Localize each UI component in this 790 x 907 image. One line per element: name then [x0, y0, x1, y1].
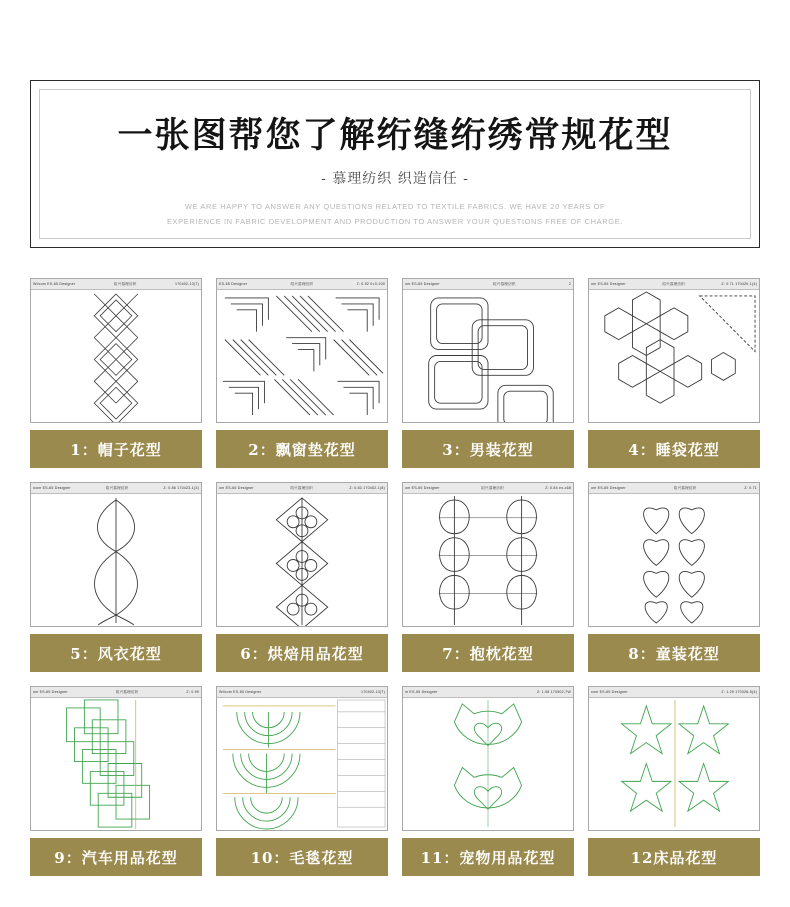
- titlebar-right: Z: 1.08 170502-7W: [536, 690, 571, 694]
- banner-english-line2: EXPERIENCE IN FABRIC DEVELOPMENT AND PRODUCTION TO ANSWER YOUR QUESTIONS FREE OF CHARGE.: [166, 216, 624, 226]
- pattern-thumbnail[interactable]: [402, 278, 574, 423]
- banner-english-line1: WE ARE HAPPY TO ANSWER ANY QUESTIONS RELATED TO TEXTILE FABRICS. WE HAVE 20 YEARS OF: [184, 202, 606, 212]
- titlebar-right: 170402-13(7): [361, 690, 385, 694]
- software-titlebar: [403, 483, 573, 494]
- header-banner: [30, 80, 760, 248]
- pattern-label: 3：男装花型: [402, 430, 574, 468]
- titlebar-mid: 绍兴慕理纺织: [662, 281, 685, 286]
- titlebar-right: Z: 0.84 ex-c68: [545, 486, 571, 490]
- pattern-thumbnail[interactable]: [588, 686, 760, 831]
- titlebar-left: om ES-65 Designer: [405, 486, 440, 490]
- pattern-thumbnail[interactable]: [588, 482, 760, 627]
- titlebar-left: om ES-65 Designer: [591, 486, 626, 490]
- pattern-thumbnail[interactable]: [588, 278, 760, 423]
- titlebar-left: com ES-65 Designer: [591, 690, 628, 694]
- banner-english-text: [40, 200, 750, 229]
- pattern-canvas: [589, 494, 759, 626]
- software-titlebar: [589, 483, 759, 494]
- titlebar-left: ES-65 Designer: [219, 282, 248, 286]
- pattern-thumbnail[interactable]: [30, 278, 202, 423]
- titlebar-right: Z: 0.86 170423-1(3): [163, 486, 199, 490]
- titlebar-mid: 绍兴慕理纺织: [290, 485, 313, 490]
- software-titlebar: [403, 279, 573, 290]
- pattern-canvas: [403, 290, 573, 422]
- titlebar-right: Z: 0.83 170402-1(8): [349, 486, 385, 490]
- software-titlebar: [589, 279, 759, 290]
- software-titlebar: [403, 687, 573, 698]
- pattern-canvas: [403, 698, 573, 830]
- pattern-card[interactable]: [402, 278, 574, 468]
- titlebar-right: Z: 0.71 170420-1(4): [721, 282, 757, 286]
- titlebar-left: om ES-65 Designer: [405, 282, 440, 286]
- titlebar-right: Z: 0.99: [186, 690, 199, 694]
- pattern-canvas: [31, 494, 201, 626]
- titlebar-left: icom ES-65 Designer: [33, 486, 71, 490]
- pattern-thumbnail[interactable]: [402, 482, 574, 627]
- pattern-card[interactable]: [402, 686, 574, 876]
- pattern-thumbnail[interactable]: [216, 278, 388, 423]
- titlebar-mid: 绍兴慕理纺织: [290, 281, 314, 286]
- titlebar-right: Z: 0.92 0<0-100: [356, 282, 385, 286]
- pattern-label: 10：毛毯花型: [216, 838, 388, 876]
- pattern-thumbnail[interactable]: [30, 482, 202, 627]
- pattern-label: 8：童装花型: [588, 634, 760, 672]
- titlebar-left: om ES-65 Designer: [591, 282, 626, 286]
- software-titlebar: [217, 483, 387, 494]
- pattern-thumbnail[interactable]: [402, 686, 574, 831]
- titlebar-right: 170402-13(7): [175, 282, 199, 286]
- pattern-card[interactable]: [216, 278, 388, 468]
- page-subtitle: - 慕理纺织 织造信任 -: [321, 171, 469, 188]
- pattern-canvas: [217, 290, 387, 422]
- pattern-canvas: [589, 290, 759, 422]
- pattern-label: 6：烘焙用品花型: [216, 634, 388, 672]
- pattern-label: 4：睡袋花型: [588, 430, 760, 468]
- pattern-canvas: [217, 698, 387, 830]
- software-titlebar: [31, 687, 201, 698]
- pattern-card[interactable]: [30, 278, 202, 468]
- header-banner-inner: [39, 89, 751, 239]
- titlebar-mid: 绍兴慕理纺织: [481, 485, 504, 490]
- pattern-label: 12床品花型: [588, 838, 760, 876]
- page-title: 一张图帮您了解绗缝绗绣常规花型: [117, 115, 673, 156]
- titlebar-right: Z: 0.71: [744, 486, 757, 490]
- titlebar-mid: 绍兴慕理纺织: [105, 485, 129, 490]
- titlebar-left: Wilcom ES-65 Designer: [33, 282, 76, 286]
- pattern-canvas: [217, 494, 387, 626]
- software-titlebar: [217, 279, 387, 290]
- titlebar-mid: 绍兴慕理纺织: [115, 689, 139, 694]
- titlebar-left: m ES-65 Designer: [405, 690, 438, 694]
- pattern-card[interactable]: [216, 686, 388, 876]
- pattern-label: 7：抱枕花型: [402, 634, 574, 672]
- titlebar-right: 2: [568, 282, 571, 286]
- pattern-card[interactable]: [402, 482, 574, 672]
- titlebar-mid: 绍兴慕理纺织: [673, 485, 697, 490]
- pattern-label: 2：飘窗垫花型: [216, 430, 388, 468]
- pattern-card[interactable]: [30, 482, 202, 672]
- pattern-label: 11：宠物用品花型: [402, 838, 574, 876]
- titlebar-left: om ES-65 Designer: [219, 486, 254, 490]
- pattern-card[interactable]: [588, 278, 760, 468]
- pattern-thumbnail[interactable]: [216, 686, 388, 831]
- titlebar-mid: 绍兴慕理纺织: [113, 281, 137, 286]
- pattern-label: 9：汽车用品花型: [30, 838, 202, 876]
- pattern-thumbnail[interactable]: [216, 482, 388, 627]
- pattern-canvas: [31, 698, 201, 830]
- pattern-card[interactable]: [588, 482, 760, 672]
- pattern-label: 1：帽子花型: [30, 430, 202, 468]
- pattern-canvas: [589, 698, 759, 830]
- pattern-canvas: [403, 494, 573, 626]
- pattern-label: 5：风衣花型: [30, 634, 202, 672]
- titlebar-mid: 绍兴慕理纺织: [492, 281, 516, 286]
- pattern-card[interactable]: [216, 482, 388, 672]
- software-titlebar: [31, 483, 201, 494]
- pattern-card[interactable]: [30, 686, 202, 876]
- software-titlebar: [217, 687, 387, 698]
- software-titlebar: [589, 687, 759, 698]
- pattern-card[interactable]: [588, 686, 760, 876]
- titlebar-left: Wilcom ES-65 Designer: [219, 690, 262, 694]
- pattern-thumbnail[interactable]: [30, 686, 202, 831]
- titlebar-right: Z: 1.29 170326-5(4): [721, 690, 757, 694]
- titlebar-left: om ES-65 Designer: [33, 690, 68, 694]
- software-titlebar: [31, 279, 201, 290]
- pattern-grid: [30, 278, 760, 876]
- pattern-canvas: [31, 290, 201, 422]
